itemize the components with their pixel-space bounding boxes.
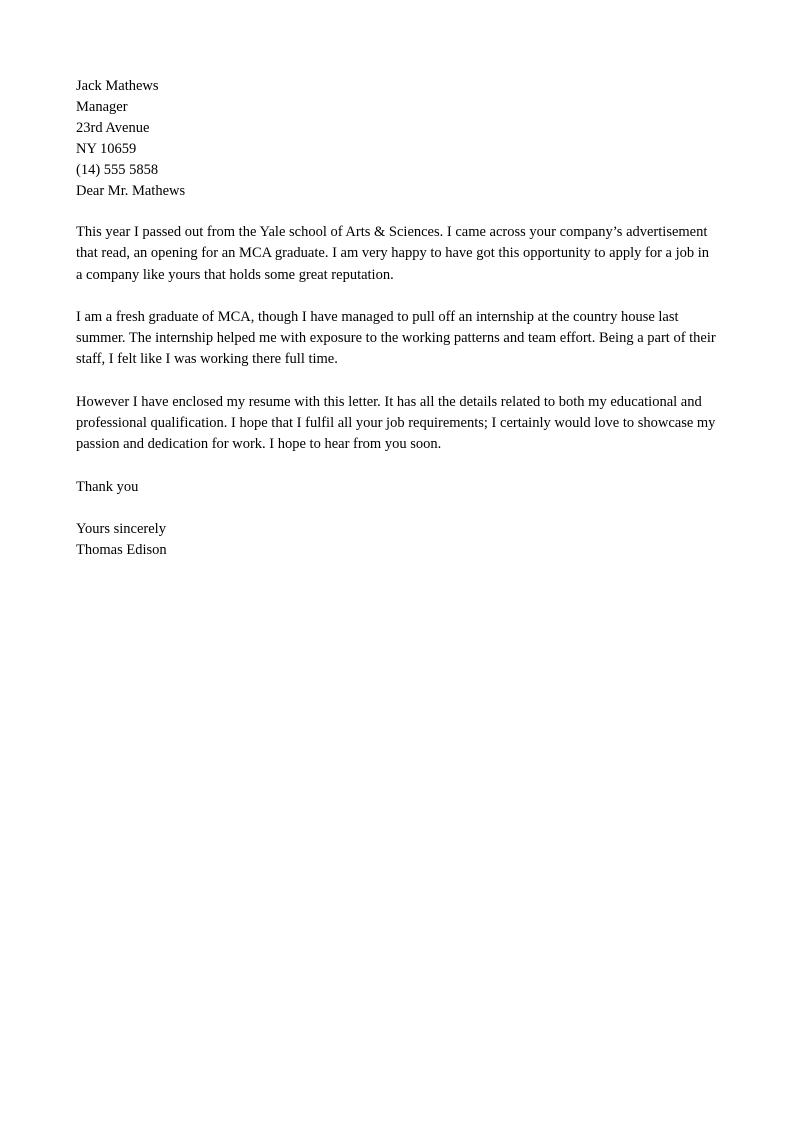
recipient-city-zip: NY 10659 [76,141,137,157]
body-paragraph-1: This year I passed out from the Yale school of Arts & Sciences. I came across your company’s advertisement that read, an opening for an MCA graduate. I am very happy to have got this opportunity to apply for a job in a company like yours that holds some great reputation. [76,224,710,283]
body-paragraph-3: However I have enclosed my resume with this letter. It has all the details related to both my educational and professional qualification. I hope that I fulfil all your job requirements; I certainly would love to showcase my passion and dedication for work. I hope to hear from you soon. [76,393,716,453]
thank-you-line: Thank you [76,478,139,495]
salutation: Dear Mr. Mathews [76,183,186,199]
letter-body [76,76,716,561]
closing-spacer [76,498,716,519]
sender-name: Thomas Edison [76,541,167,558]
signoff-line: Yours sincerely [76,520,166,537]
recipient-title: Manager [76,99,128,115]
signature-block [76,519,716,561]
recipient-address-block [76,76,716,202]
recipient-name: Jack Mathews [76,78,159,94]
recipient-street: 23rd Avenue [76,120,150,136]
recipient-phone: (14) 555 5858 [76,162,159,178]
body-paragraph-2: I am a fresh graduate of MCA, though I have managed to pull off an internship at the country house last summer. The internship helped me with exposure to the working patterns and team effort. Being a part of their staff, I felt like I was working there full time. [76,308,716,368]
